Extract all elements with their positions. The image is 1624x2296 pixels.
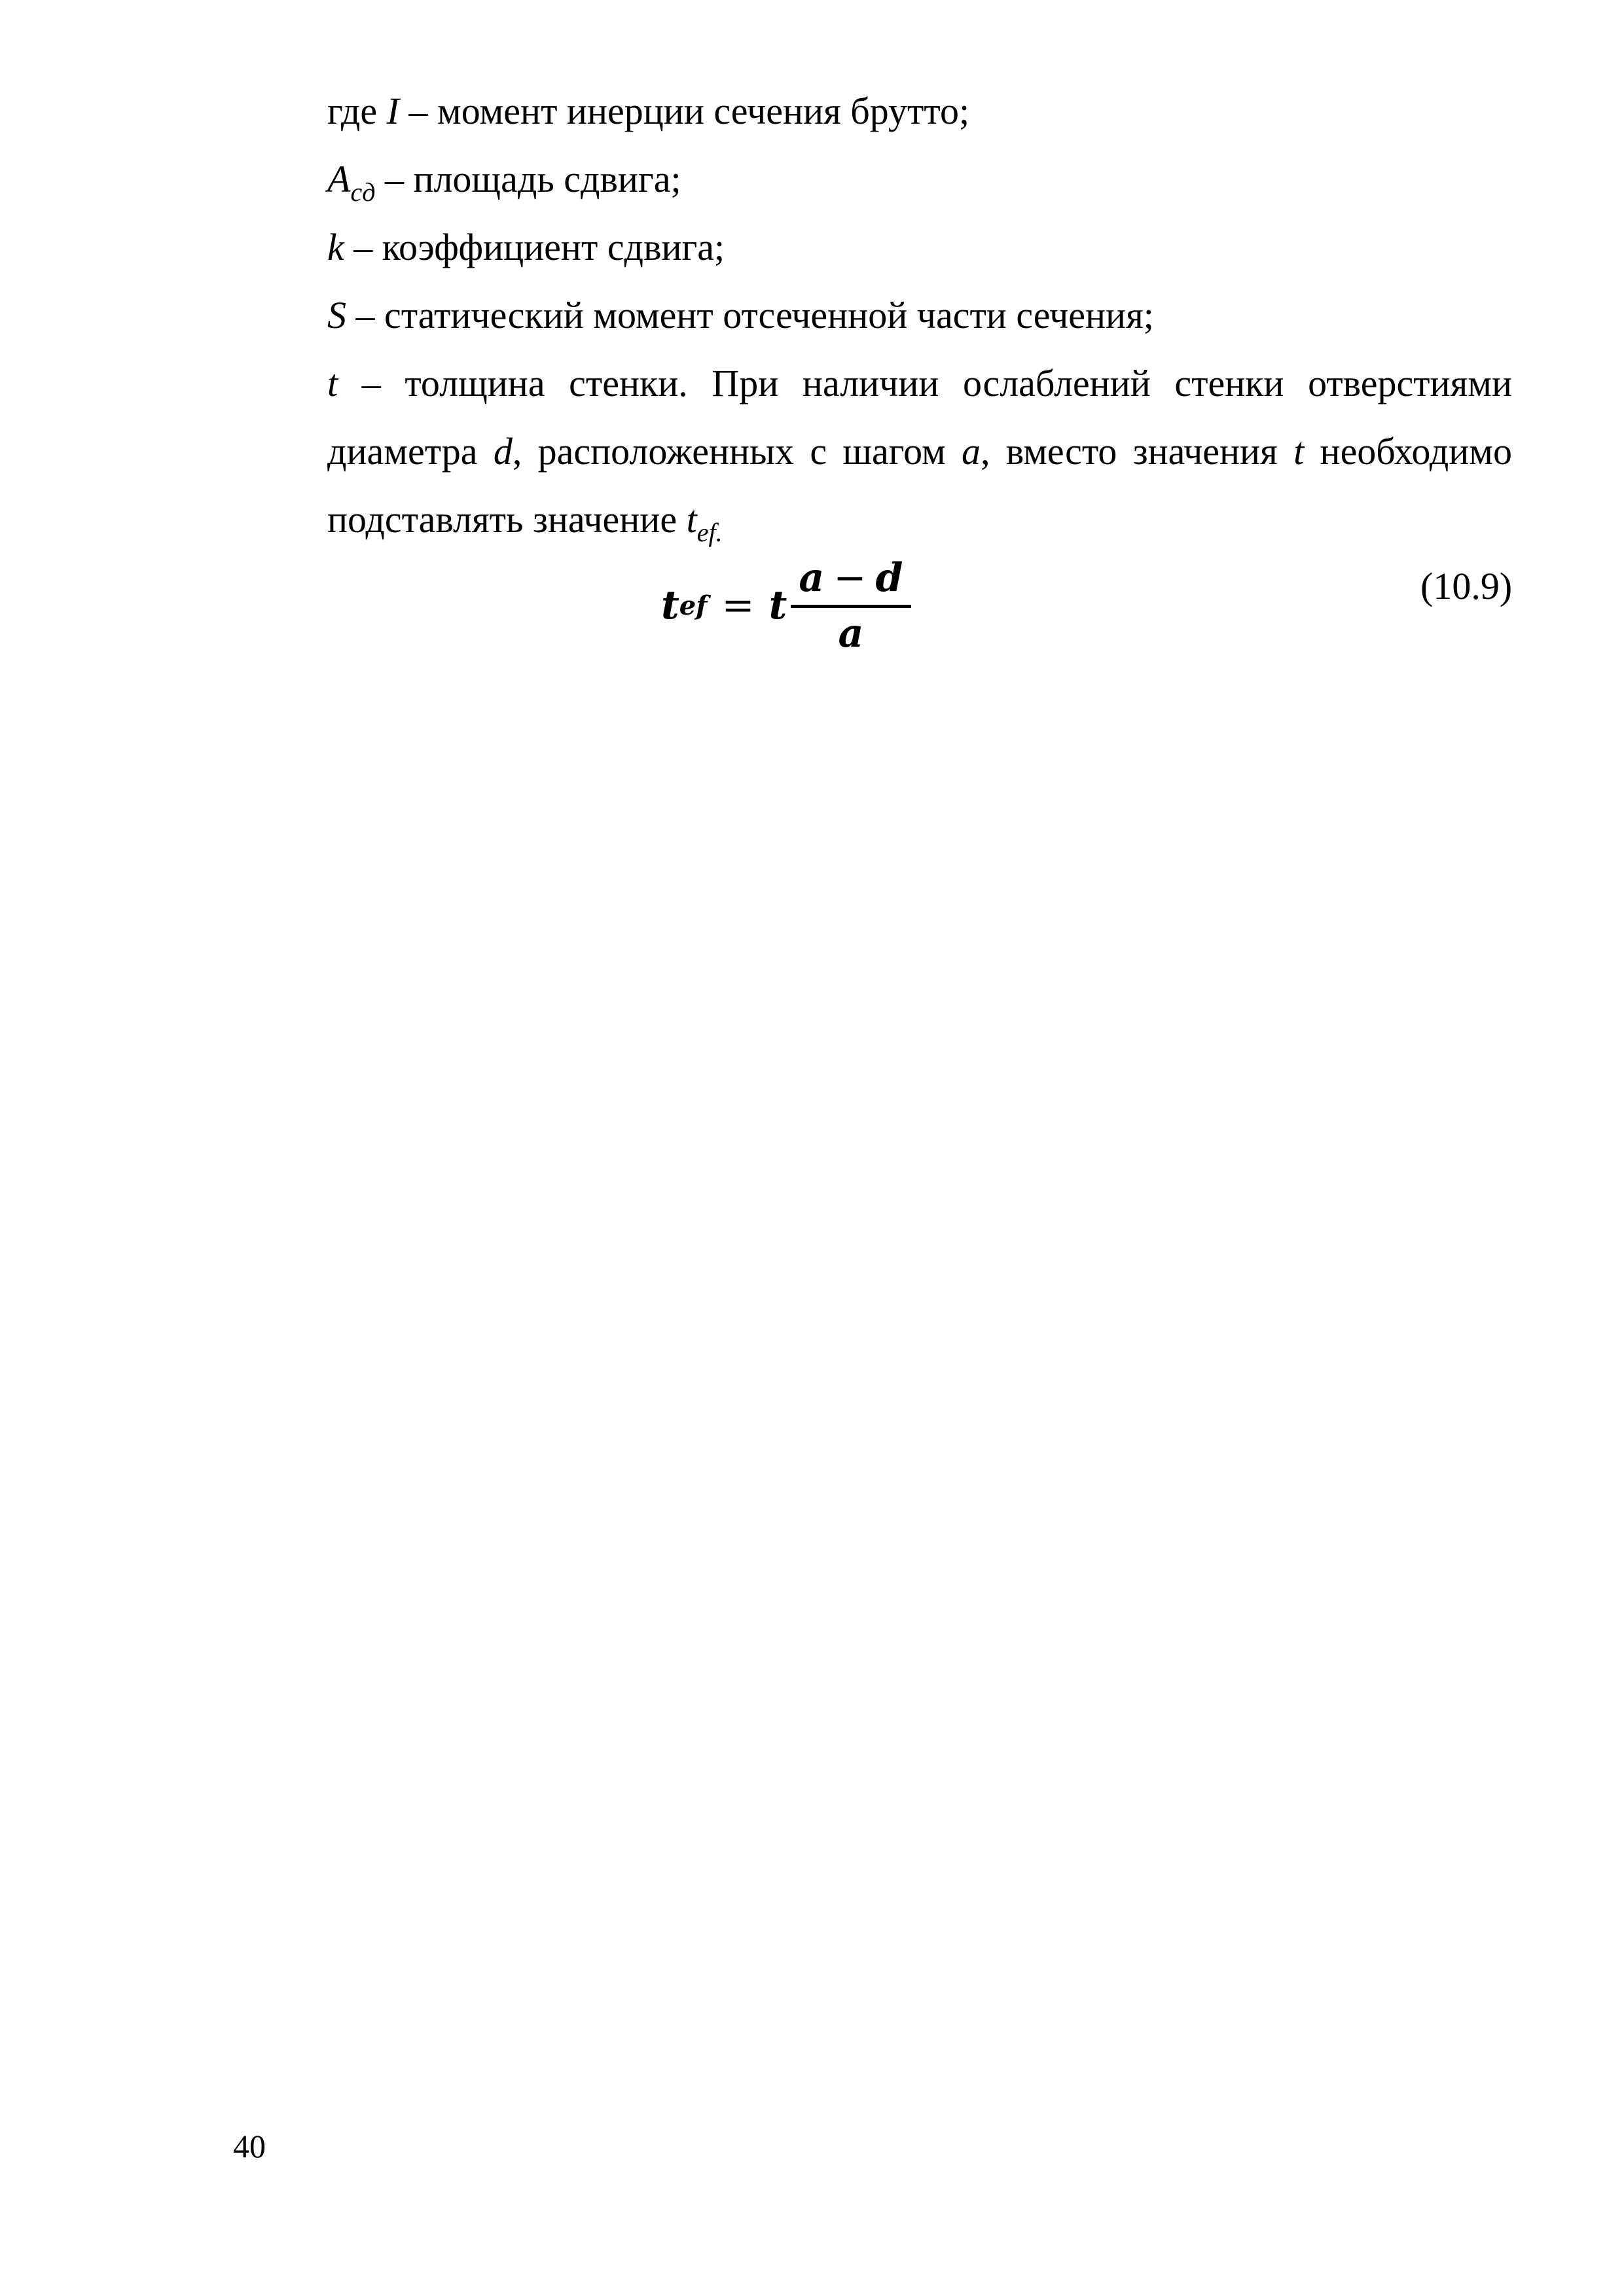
definition-line-static-moment: S – статический момент отсеченной части сечения; <box>327 294 1154 336</box>
symbol-a: a <box>962 430 981 473</box>
symbol-k: k <box>327 226 344 268</box>
symbol-I: I <box>386 90 399 132</box>
formula-denominator: a <box>838 610 864 656</box>
equation-number: (10.9) <box>1420 565 1513 607</box>
symbol-S: S <box>327 294 346 336</box>
symbol-A-subscript: сд <box>350 177 376 207</box>
definition-para-thickness-row2: диаметра d, расположенных с шагом a, вместо значения t необходимо <box>327 430 1512 473</box>
definition-para-thickness-row1: t – толщина стенки. При наличии ослаблений стенки отверстиями <box>327 362 1512 404</box>
symbol-t: t <box>327 362 338 404</box>
page-number: 40 <box>233 2128 266 2164</box>
definition-para-thickness-row3: подставлять значение $t_{ef.}$ <box>327 498 723 547</box>
symbol-d: d <box>493 430 513 473</box>
formula-factor: t <box>768 583 787 628</box>
symbol-A: A <box>327 158 351 200</box>
definition-line-shear-area: $A_{сд}$ – площадь сдвига; <box>327 158 681 207</box>
formula-lhs: t <box>661 583 679 628</box>
definition-line-shear-coefficient: k – коэффициент сдвига; <box>327 226 725 268</box>
definition-line-inertia: где I – момент инерции сечения брутто; <box>327 90 970 132</box>
symbol-t-ef: t <box>686 498 697 541</box>
formula-10-9 <box>661 550 911 661</box>
formula-numerator: a − d <box>791 555 911 608</box>
formula-lhs-subscript: ef <box>679 590 708 621</box>
formula-fraction <box>791 555 911 656</box>
formula-equals: = <box>721 583 755 628</box>
symbol-t-inline: t <box>1293 430 1305 473</box>
definitions-block <box>327 77 1512 554</box>
symbol-t-ef-subscript: ef. <box>696 518 723 547</box>
